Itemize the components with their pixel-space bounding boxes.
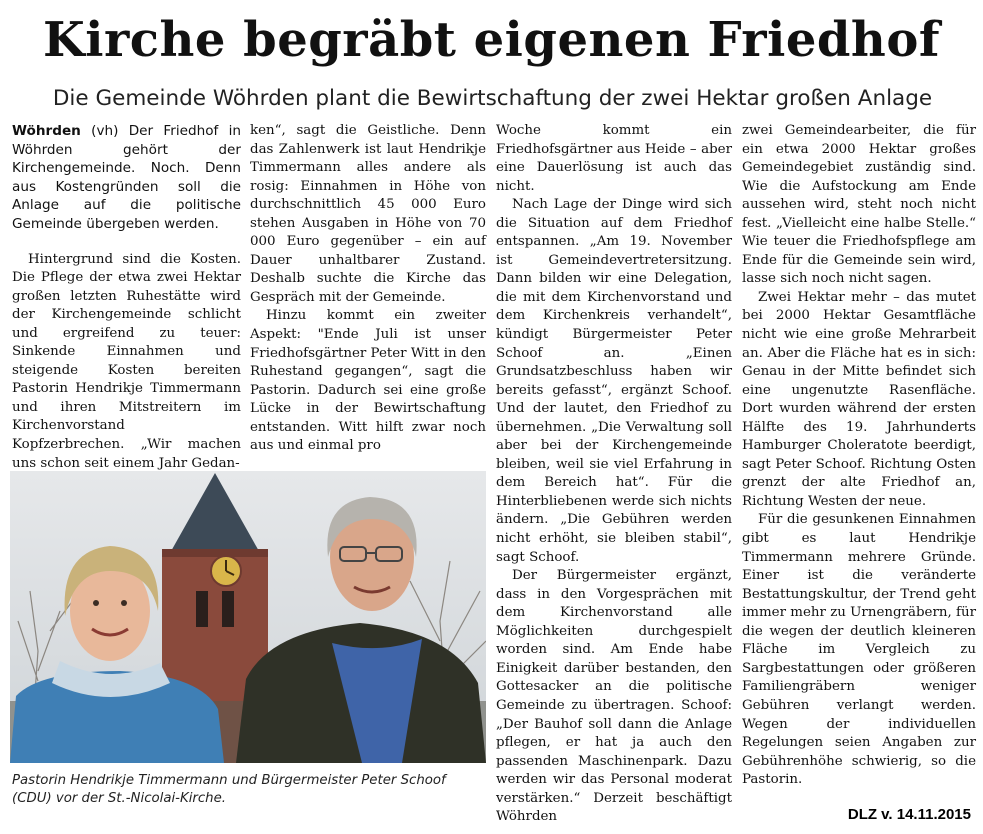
intro-text: (vh) Der Friedhof in Wöhrden gehört der Kirchengemeinde. Noch. Denn aus Kostengründen soll die Anlage auf die politische Gemeinde übergeben werden.: [12, 123, 241, 232]
photo-caption: Pastorin Hendrikje Timmermann und Bürgermeister Peter Schoof (CDU) vor der St.-Nicolai-Kirche.: [12, 773, 446, 806]
article-photo: [10, 471, 486, 763]
paragraph: Der Bürgermeister ergänzt, dass in den Vorgesprächen mit dem Kirchenvorstand alle Möglichkeiten durchgespielt worden sind. Am Ende habe Einigkeit darüber bestanden, den Gottesacker an die politische Gemeinde zu übertragen. Schoof: „Der Bauhof soll dann die Anlage pflegen, er hat ja auch den passenden Maschinenpark. Dazu werden wir das Personal moderat verstärken.“ Derzeit beschäftigt Wöhrden: [496, 568, 732, 825]
paragraph: Nach Lage der Dinge wird sich die Situation auf dem Friedhof entspannen. „Am 19. November ist Gemeindevertretersitzung. Dann bilden wir eine Delegation, die mit dem Kirchenvorstand und dem Kirchenkreis verhandelt“, kündigt Bürgermeister Peter Schoof an. „Einen Grundsatzbeschluss haben wir bereits gefasst“, ergänzt Schoof. Und der lautet, den Friedhof zu übernehmen. „Die Verwaltung soll aber bei der Kirchengemeinde bleiben, weil sie viel Erfahrung in dem Bereich hat“. Für die Hinterbliebenen werde sich nichts ändern. „Die Gebühren werden nicht erhöht, sie bleiben stabil“, sagt Schoof.: [496, 197, 732, 565]
paragraph: zwei Gemeindearbeiter, die für ein etwa 2000 Hektar großes Gemeindegebiet zuständig sind. Wie die Aufstockung am Ende aussehen wird, steht noch nicht fest. „Vielleicht eine halbe Stelle.“ Wie teuer die Friedhofspflege am Ende für die Gemeinde sein wird, lasse sich noch nicht sagen.: [742, 123, 976, 287]
dateline: Wöhrden: [12, 123, 81, 139]
headline: Kirche begräbt eigenen Friedhof: [43, 12, 940, 68]
intro-paragraph: [12, 122, 241, 234]
paragraph: Zwei Hektar mehr – das mutet bei 2000 Hektar Gesamtfläche nicht wie eine große Mehrarbeit an. Aber die Fläche hat es in sich: Genau in der Mitte befindet sich eine ungenutzte Rasenfläche. Dort wurden während der ersten Hälfte des 19. Jahrhunderts Hamburger Choleratote beerdigt, sagt Peter Schoof. Richtung Osten grenzt der alte Friedhof an, Richtung Westen der neue.: [742, 289, 976, 509]
article-column-3: [496, 122, 732, 827]
paragraph: Für die gesunkenen Einnahmen gibt es laut Hendrikje Timmermann mehrere Gründe. Einer ist die veränderte Bestattungskultur, der Trend geht immer mehr zu Urnengräbern, für die wegen der deutlich kleineren Fläche im Vergleich zu Sargbestattungen oder größeren Familiengräbern weniger Gebühren verlangt werden. Wegen der individuellen Regelungen seien Angaben zur Gebührenhöhe schwierig, so die Pastorin.: [742, 512, 976, 788]
article-column-1: [12, 122, 241, 473]
paragraph: Woche kommt ein Friedhofsgärtner aus Heide – aber eine Dauerlösung ist auch das nicht.: [496, 123, 732, 194]
paragraph: Hintergrund sind die Kosten. Die Pflege der etwa zwei Hektar großen letzten Ruhestätte wird der Kirchengemeinde schlicht und ergreifend zu teuer: Sinkende Einnahmen und steigende Kosten bereiten Pastorin Hendrikje Timmermann und ihren Mitstreitern im Kirchenvorstand Kopfzerbrechen. „Wir machen uns schon seit einem Jahr Gedan-: [12, 251, 241, 471]
photo-illustration: [10, 471, 486, 763]
paragraph: ken“, sagt die Geistliche. Denn das Zahlenwerk ist laut Hendrikje Timmermann alles andere als rosig: Einnahmen in Höhe von durchschnittlich 45 000 Euro stehen Ausgaben in Höhe von 70 000 Euro gegenüber – ein auf Dauer unhaltbarer Zustand. Deshalb suchte die Kirche das Gespräch mit der Gemeinde.: [250, 123, 486, 305]
subheadline: Die Gemeinde Wöhrden plant die Bewirtschaftung der zwei Hektar großen Anlage: [52, 86, 933, 111]
article-column-2: [250, 122, 486, 456]
source-note: DLZ v. 14.11.2015: [847, 806, 971, 823]
paragraph: Hinzu kommt ein zweiter Aspekt: "Ende Juli ist unser Friedhofsgärtner Peter Witt in den Ruhestand gegangen“, sagt die Pastorin. Dadurch sei eine große Lücke in der Bewirtschaftung entstanden. Witt hilft zwar noch aus und einmal pro: [250, 308, 486, 454]
article-column-4: [742, 122, 976, 790]
